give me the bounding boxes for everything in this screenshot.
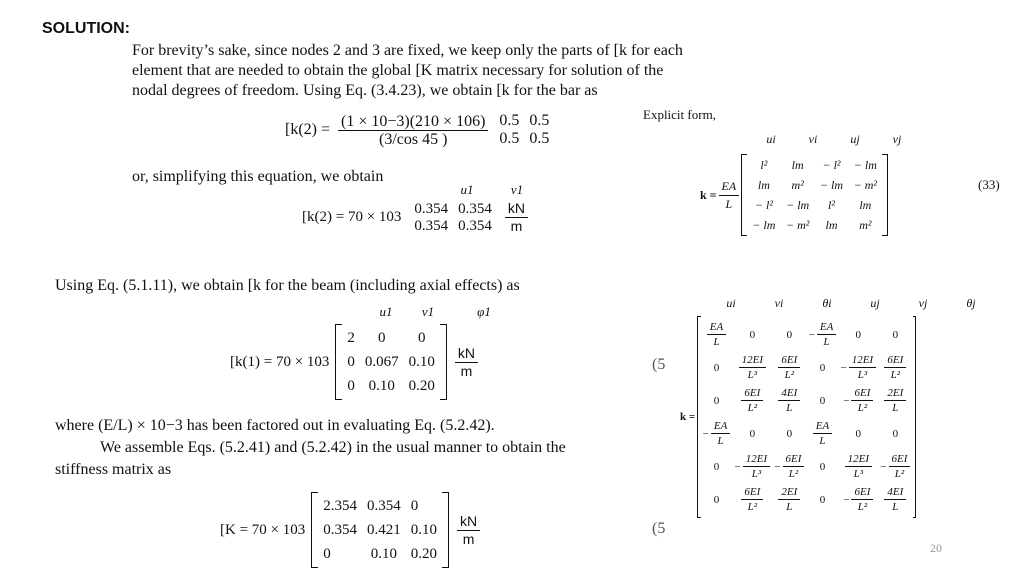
simplify-text: or, simplifying this equation, we obtain <box>132 168 384 185</box>
matrix-cell <box>772 450 806 483</box>
fraction-numerator: 6EI <box>851 386 873 401</box>
matrix-cell: 0.354 <box>323 522 357 538</box>
matrix-cell: 0.5 <box>499 112 520 129</box>
matrix-fraction <box>783 452 805 481</box>
matrix-cell <box>772 483 806 516</box>
eq2-matrix <box>409 201 497 235</box>
eq3-number: (5 <box>652 356 666 373</box>
matrix-row <box>701 483 913 516</box>
eq1-lhs: [k(2) = <box>285 121 331 138</box>
matrix-cell <box>838 351 878 384</box>
eq4-unit <box>457 513 480 548</box>
fraction-numerator: 6EI <box>741 386 763 401</box>
matrix-cell: 0.354 <box>367 498 401 514</box>
matrix-cell: 0 <box>347 354 355 370</box>
minus-sign: − <box>774 460 781 473</box>
matrix-cell: 0.10 <box>370 546 397 562</box>
eq1-matrix <box>494 112 554 148</box>
fraction-denominator: L <box>819 435 826 447</box>
matrix-cell <box>878 384 912 417</box>
fraction-numerator: 12EI <box>739 353 766 368</box>
matrix-cell: 0 <box>410 498 419 514</box>
fraction-numerator: 12EI <box>845 452 872 467</box>
fraction-numerator: 6EI <box>884 353 906 368</box>
truss-header: ui <box>766 132 776 146</box>
matrix-cell: 0.20 <box>408 378 435 394</box>
minus-sign: − <box>808 328 815 341</box>
matrix-cell: lm <box>859 198 872 212</box>
beam-header: uj <box>870 296 880 310</box>
eq2-lhs: [k(2) = 70 × 103 <box>302 209 402 225</box>
fraction-numerator: 2EI <box>778 485 800 500</box>
matrix-fraction <box>817 320 836 349</box>
matrix-cell: 0 <box>892 427 899 440</box>
matrix-fraction <box>851 386 873 415</box>
beam-text: Using Eq. (5.1.11), we obtain [k for the beam (including axial effects) as <box>55 277 520 294</box>
matrix-cell <box>807 417 839 450</box>
fraction-denominator: L <box>713 336 720 348</box>
equation-global-stiffness <box>220 492 480 568</box>
matrix-cell: 0.10 <box>408 354 435 370</box>
matrix-left-bracket <box>311 492 318 568</box>
matrix-cell: 0 <box>855 328 862 341</box>
fraction-denominator: L² <box>857 402 868 414</box>
matrix-cell <box>732 450 772 483</box>
eq4-number: (5 <box>652 520 666 537</box>
fraction-denominator: L² <box>890 369 901 381</box>
matrix-cell: 0.354 <box>458 217 492 234</box>
matrix-right-bracket <box>882 154 888 236</box>
beam-prefix: k = <box>680 411 696 423</box>
fraction-denominator: L <box>823 336 830 348</box>
minus-sign: − <box>843 493 850 506</box>
fraction-numerator: EA <box>707 320 726 335</box>
matrix-cell: lm <box>791 158 804 172</box>
solution-heading: SOLUTION: <box>42 20 130 37</box>
matrix-cell: 0.10 <box>368 378 395 394</box>
eq3-lhs: [k(1) = 70 × 103 <box>230 353 330 370</box>
matrix-cell: 0.5 <box>529 112 550 129</box>
fraction-denominator: L <box>786 501 793 513</box>
matrix-fraction <box>849 353 876 382</box>
equation-bar-stiffness <box>285 112 554 148</box>
fraction-denominator: L³ <box>853 468 864 480</box>
where-text: where (E/L) × 10−3 has been factored out in evaluating Eq. (5.2.42). <box>55 417 495 434</box>
matrix-cell: 0 <box>819 361 826 374</box>
matrix-cell: 0.421 <box>367 522 401 538</box>
matrix-cell <box>732 384 772 417</box>
fraction-denominator: L <box>717 435 724 447</box>
minus-sign: − <box>843 394 850 407</box>
matrix-cell: 0 <box>749 427 756 440</box>
matrix-fraction <box>851 485 873 514</box>
matrix-row <box>701 450 913 483</box>
matrix-fraction <box>889 452 911 481</box>
factor-denominator: L <box>725 196 733 211</box>
eq3-unit <box>455 345 478 380</box>
matrix-cell: 0 <box>323 546 331 562</box>
unit-denominator: m <box>462 530 475 547</box>
fraction-denominator: L² <box>747 501 758 513</box>
minus-sign: − <box>702 427 709 440</box>
eq4-matrix <box>318 494 442 566</box>
matrix-cell: 0 <box>378 330 386 346</box>
matrix-cell: lm <box>757 178 770 192</box>
fraction-numerator: 12EI <box>743 452 770 467</box>
matrix-cell <box>878 351 912 384</box>
matrix-cell: 2.354 <box>323 498 357 514</box>
intro-paragraph <box>132 41 683 101</box>
matrix-cell: − lm <box>819 178 844 192</box>
matrix-cell: 0 <box>418 330 426 346</box>
fraction-numerator: 4EI <box>884 485 906 500</box>
eq4-lhs: [K = 70 × 103 <box>220 521 306 538</box>
matrix-cell: 0 <box>819 493 826 506</box>
matrix-fraction <box>778 386 800 415</box>
matrix-row <box>701 318 913 351</box>
matrix-row <box>701 351 913 384</box>
beam-matrix <box>701 318 913 516</box>
matrix-fraction <box>884 353 906 382</box>
unit-numerator: kN <box>505 200 528 218</box>
matrix-cell: 0.20 <box>410 546 437 562</box>
fraction-denominator: L² <box>784 369 795 381</box>
matrix-cell: m² <box>859 218 872 232</box>
truss-header: vi <box>808 132 818 146</box>
matrix-cell: 0.5 <box>529 130 550 147</box>
matrix-row <box>701 384 913 417</box>
eq3-header: u1 <box>379 304 393 319</box>
matrix-right-bracket <box>440 324 447 400</box>
matrix-cell: − m² <box>785 218 810 232</box>
minus-sign: − <box>734 460 741 473</box>
matrix-right-bracket <box>442 492 449 568</box>
page-number: 20 <box>930 541 942 555</box>
fraction-numerator: EA <box>817 320 836 335</box>
matrix-row <box>701 417 913 450</box>
beam-header: θj <box>966 296 976 310</box>
beam-header: vj <box>918 296 928 310</box>
matrix-cell: 0 <box>749 328 756 341</box>
matrix-left-bracket <box>335 324 342 400</box>
matrix-cell: 0 <box>713 361 720 374</box>
matrix-cell: 0.354 <box>414 217 449 234</box>
truss-header: uj <box>850 132 860 146</box>
stiffness-text: stiffness matrix as <box>55 461 172 478</box>
beam-header: θi <box>822 296 832 310</box>
eq1-denominator: (3/cos 45 ) <box>378 130 448 148</box>
unit-denominator: m <box>510 218 523 234</box>
matrix-right-bracket <box>913 316 916 518</box>
minus-sign: − <box>880 460 887 473</box>
matrix-cell: 0.354 <box>414 200 449 217</box>
matrix-cell: 0 <box>892 328 899 341</box>
matrix-cell <box>701 318 733 351</box>
matrix-cell: 0 <box>347 378 355 394</box>
fraction-denominator: L³ <box>747 369 758 381</box>
unit-denominator: m <box>460 362 473 379</box>
matrix-fraction <box>778 353 800 382</box>
matrix-cell: − l² <box>754 198 773 212</box>
matrix-fraction <box>813 419 832 448</box>
fraction-denominator: L <box>892 402 899 414</box>
matrix-cell <box>772 384 806 417</box>
matrix-cell <box>807 318 839 351</box>
fraction-numerator: 6EI <box>778 353 800 368</box>
matrix-cell: − lm <box>853 158 877 172</box>
fraction-numerator: 2EI <box>884 386 906 401</box>
eq3-header: v1 <box>421 304 435 319</box>
fraction-numerator: 12EI <box>849 353 876 368</box>
matrix-cell: 0 <box>713 493 720 506</box>
matrix-cell: 0.5 <box>499 130 520 147</box>
matrix-cell <box>838 384 878 417</box>
fraction-numerator: 4EI <box>778 386 800 401</box>
fraction-denominator: L <box>892 501 899 513</box>
matrix-cell: 0 <box>713 394 720 407</box>
eq3-matrix <box>342 326 440 398</box>
matrix-cell: l² <box>828 198 835 212</box>
matrix-cell: − lm <box>752 218 776 232</box>
explicit-form-label: Explicit form, <box>643 107 716 122</box>
eq2-header: u1 <box>460 182 474 197</box>
eq1-fraction <box>338 113 488 148</box>
matrix-fraction <box>739 353 766 382</box>
eq2-unit <box>505 200 528 235</box>
fraction-numerator: 6EI <box>851 485 873 500</box>
intro-line-3: nodal degrees of freedom. Using Eq. (3.4.23), we obtain [k for the bar as <box>132 82 598 99</box>
truss-eq-number: (33) <box>978 177 1000 192</box>
matrix-fraction <box>778 485 800 514</box>
truss-header: vj <box>892 132 902 146</box>
eq3-header: φ1 <box>477 304 491 319</box>
fraction-denominator: L³ <box>857 369 868 381</box>
matrix-cell <box>838 483 878 516</box>
minus-sign: − <box>840 361 847 374</box>
matrix-fraction <box>707 320 726 349</box>
matrix-cell: 0.10 <box>410 522 437 538</box>
matrix-fraction <box>711 419 730 448</box>
matrix-cell: 0.067 <box>364 354 399 370</box>
matrix-fraction <box>743 452 770 481</box>
matrix-cell <box>878 450 912 483</box>
fraction-denominator: L² <box>857 501 868 513</box>
matrix-cell: 0 <box>786 427 793 440</box>
matrix-cell: 0 <box>786 328 793 341</box>
truss-matrix <box>747 155 882 235</box>
matrix-cell: 0.354 <box>458 200 492 217</box>
matrix-fraction <box>741 485 763 514</box>
matrix-cell: − l² <box>822 158 841 172</box>
fraction-numerator: EA <box>813 419 832 434</box>
matrix-fraction <box>884 485 906 514</box>
fraction-numerator: 6EI <box>741 485 763 500</box>
factor-numerator: EA <box>719 178 740 196</box>
matrix-fraction <box>884 386 906 415</box>
fraction-numerator: 6EI <box>783 452 805 467</box>
matrix-cell <box>701 417 733 450</box>
assemble-text: We assemble Eqs. (5.2.41) and (5.2.42) in the usual manner to obtain the <box>100 439 566 456</box>
unit-numerator: kN <box>455 345 478 363</box>
matrix-cell: l² <box>760 158 768 172</box>
truss-prefix: k = <box>700 187 717 202</box>
fraction-numerator: EA <box>711 419 730 434</box>
beam-header: ui <box>726 296 736 310</box>
matrix-cell <box>732 483 772 516</box>
intro-line-1: For brevity’s sake, since nodes 2 and 3 are fixed, we keep only the parts of [k for each <box>132 42 683 59</box>
eq1-numerator: (1 × 10−3)(210 × 106) <box>338 113 488 131</box>
matrix-fraction <box>741 386 763 415</box>
matrix-cell: 2 <box>347 330 355 346</box>
matrix-cell: m² <box>791 178 804 192</box>
fraction-denominator: L³ <box>751 468 762 480</box>
matrix-cell: 0 <box>713 460 720 473</box>
matrix-cell: − m² <box>853 178 877 192</box>
fraction-denominator: L <box>786 402 793 414</box>
unit-numerator: kN <box>457 513 480 531</box>
intro-line-2: element that are needed to obtain the global [K matrix necessary for solution of the <box>132 62 664 79</box>
truss-factor <box>719 178 740 213</box>
eq2-header: v1 <box>510 182 524 197</box>
matrix-cell <box>838 450 878 483</box>
beam-header: vi <box>774 296 784 310</box>
fraction-denominator: L² <box>894 468 905 480</box>
matrix-cell: lm <box>825 218 838 232</box>
matrix-fraction <box>845 452 872 481</box>
matrix-cell: 0 <box>855 427 862 440</box>
matrix-cell <box>732 351 772 384</box>
fraction-denominator: L² <box>747 402 758 414</box>
fraction-numerator: 6EI <box>889 452 911 467</box>
matrix-cell: − lm <box>786 198 810 212</box>
fraction-denominator: L² <box>788 468 799 480</box>
matrix-cell: 0 <box>819 460 826 473</box>
matrix-cell <box>772 351 806 384</box>
matrix-cell <box>878 483 912 516</box>
matrix-cell: 0 <box>819 394 826 407</box>
